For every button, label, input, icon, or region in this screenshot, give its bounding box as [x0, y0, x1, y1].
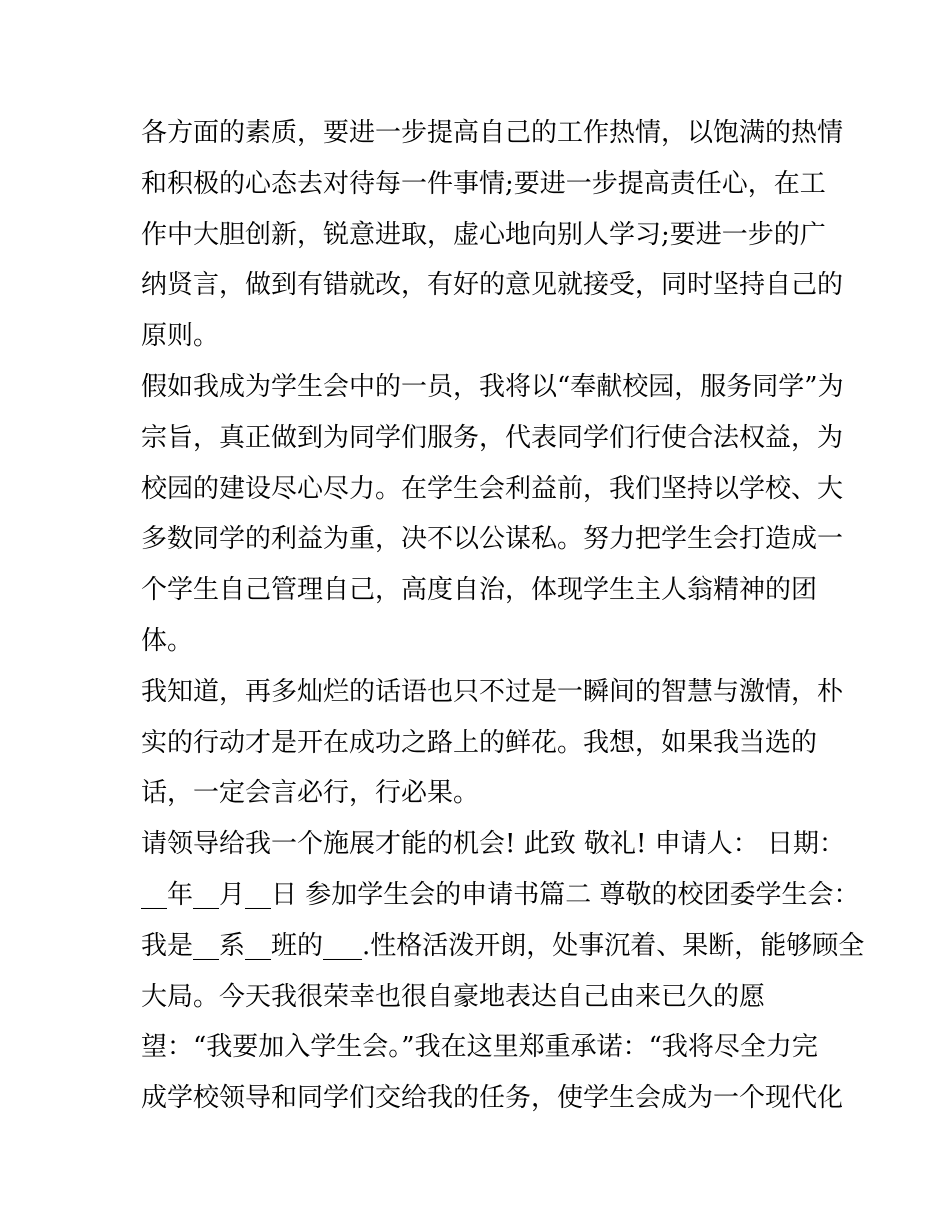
text-line: 原则。: [141, 321, 220, 352]
text-line: 和积极的心态去对待每一件事情;要进一步提高责任心，在工: [141, 168, 826, 199]
text-line: 我是__系__班的___.性格活泼开朗，处事沉着、果断，能够顾全: [141, 930, 865, 961]
text-line: 校园的建设尽心尽力。在学生会利益前，我们坚持以学校、大: [141, 473, 844, 504]
text-line: 成学校领导和同学们交给我的任务，使学生会成为一个现代化: [141, 1083, 844, 1114]
text-line: 大局。今天我很荣幸也很自豪地表达自己由来已久的愿: [141, 981, 766, 1012]
text-line: 我知道，再多灿烂的话语也只不过是一瞬间的智慧与激情，朴: [141, 676, 844, 707]
text-line: 各方面的素质，要进一步提高自己的工作热情，以饱满的热情: [141, 118, 844, 148]
text-line: 宗旨，真正做到为同学们服务，代表同学们行使合法权益，为: [141, 422, 844, 453]
text-line: 话，一定会言必行，行必果。: [141, 778, 480, 809]
text-line: 假如我成为学生会中的一员，我将以“奉献校园，服务同学”为: [141, 371, 844, 402]
text-line: 作中大胆创新，锐意进取，虚心地向别人学习;要进一步的广: [141, 219, 826, 250]
text-line: 纳贤言，做到有错就改，有好的意见就接受，同时坚持自己的: [141, 270, 844, 301]
text-line: 请领导给我一个施展才能的机会! 此致 敬礼! 申请人： 日期：: [141, 829, 845, 860]
text-line: __年__月__日 参加学生会的申请书篇二 尊敬的校团委学生会：: [141, 879, 860, 910]
body-text: [141, 108, 865, 1124]
text-line: 个学生自己管理自己，高度自治，体现学生主人翁精神的团: [141, 575, 818, 606]
text-line: 望：“我要加入学生会。”我在这里郑重承诺：“我将尽全力完: [141, 1032, 818, 1063]
text-line: 实的行动才是开在成功之路上的鲜花。我想，如果我当选的: [141, 727, 818, 758]
text-line: 多数同学的利益为重，决不以公谋私。努力把学生会打造成一: [141, 524, 844, 555]
text-line: 体。: [141, 625, 194, 656]
